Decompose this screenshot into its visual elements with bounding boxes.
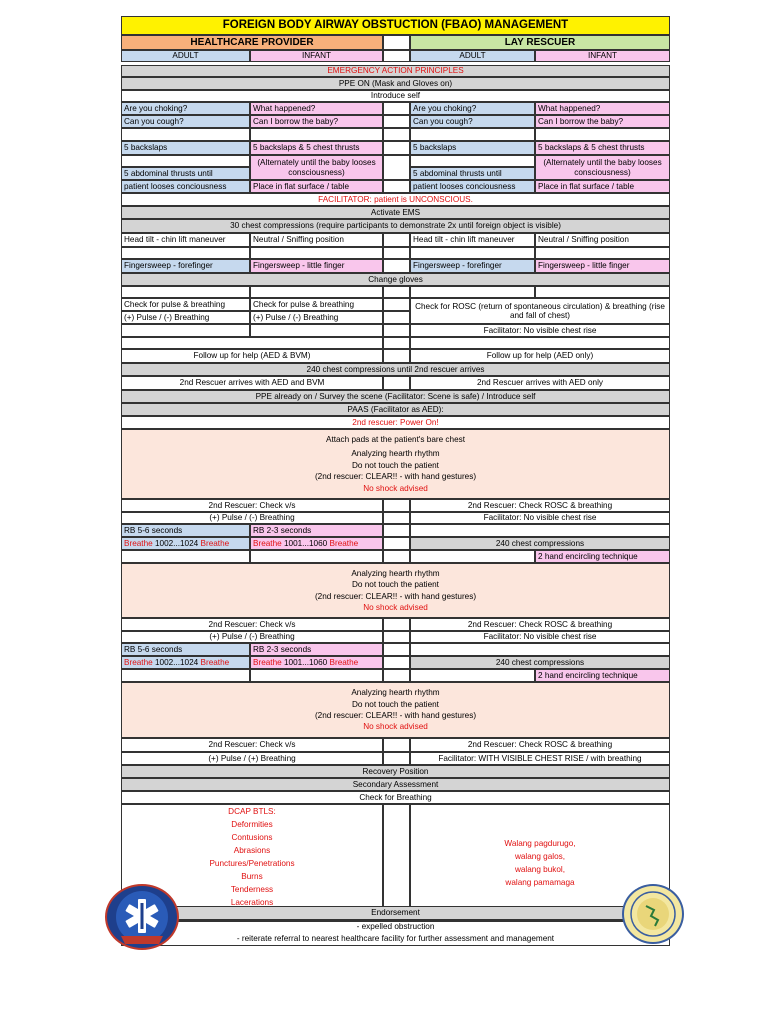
lr-adult-choking: Are you choking? — [410, 102, 535, 115]
empty-cell — [383, 35, 410, 50]
document-title: FOREIGN BODY AIRWAY OBSTUCTION (FBAO) MANAGEMENT — [121, 16, 670, 35]
analyzing-text: Analyzing hearth rhythm — [351, 688, 440, 698]
hp-arrives-aed-bvm: 2nd Rescuer arrives with AED and BVM — [121, 376, 383, 390]
analyzing-text: Analyzing hearth rhythm — [351, 568, 440, 578]
section-secondary-assessment: Secondary Assessment — [121, 778, 670, 791]
lr-check-rosc-3: 2nd Rescuer: Check ROSC & breathing — [410, 738, 670, 752]
header-lr-infant: INFANT — [535, 50, 670, 62]
do-not-touch-text: Do not touch the patient — [352, 580, 439, 590]
empty-cell — [383, 804, 410, 922]
hp-pulse-breathing-1: (+) Pulse / (-) Breathing — [121, 512, 383, 524]
analyzing-text: Analyzing hearth rhythm — [351, 449, 440, 459]
section-change-gloves: Change gloves — [121, 273, 670, 286]
hp-adult-check-pulse: Check for pulse & breathing — [121, 298, 250, 311]
dcap-item: Lacerations — [230, 897, 274, 907]
dcap-item: Burns — [241, 871, 263, 881]
lr-check-rosc: Check for ROSC (return of spontaneous circulation) & breathing (rise and fall of chest) — [410, 298, 670, 324]
attach-pads-text: Attach pads at the patient's bare chest — [325, 434, 466, 444]
dcap-item: Tenderness — [230, 884, 274, 894]
star-of-life-icon — [107, 886, 177, 948]
breathe-count: 1001...1060 — [283, 538, 328, 548]
clear-text: (2nd rescuer: CLEAR!! - with hand gestures) — [314, 711, 477, 720]
header-hp-infant: INFANT — [250, 50, 383, 62]
empty-cell — [410, 524, 670, 537]
hp-infant-pulse-breathing: (+) Pulse / (-) Breathing — [250, 311, 383, 324]
hp-adult-sweep: Fingersweep - forefinger — [121, 259, 250, 273]
empty-cell — [121, 128, 250, 141]
empty-cell — [250, 128, 383, 141]
empty-cell — [121, 337, 383, 349]
empty-cell — [383, 643, 410, 656]
hp-infant-what-happened: What happened? — [250, 102, 383, 115]
empty-cell — [410, 550, 535, 563]
header-lr-adult: ADULT — [410, 50, 535, 62]
no-shock-text: No shock advised — [363, 722, 428, 732]
empty-cell — [383, 499, 410, 512]
lr-infant-alternately: (Alternately until the baby looses consciousness) — [535, 155, 670, 180]
section-240-until-arrives: 240 chest compressions until 2nd rescuer arrives — [121, 363, 670, 376]
lr-adult-sweep: Fingersweep - forefinger — [410, 259, 535, 273]
empty-cell — [383, 550, 410, 563]
lr-check-rosc-2: 2nd Rescuer: Check ROSC & breathing — [410, 618, 670, 631]
lr-facilitator-no-rise-1: Facilitator: No visible chest rise — [410, 512, 670, 524]
header-hp-adult: ADULT — [121, 50, 250, 62]
empty-cell — [250, 247, 383, 259]
lr-240-compressions-2: 240 chest compressions — [410, 656, 670, 669]
hp-adult-pulse-breathing: (+) Pulse / (-) Breathing — [121, 311, 250, 324]
empty-cell — [383, 324, 410, 337]
empty-cell — [250, 286, 383, 298]
header-healthcare-provider: HEALTHCARE PROVIDER — [121, 35, 383, 50]
hp-adult-rb-2: RB 5-6 seconds — [121, 643, 250, 656]
empty-cell — [121, 155, 250, 167]
empty-cell — [383, 311, 410, 324]
empty-cell — [410, 286, 535, 298]
row-expelled: - expelled obstruction — [121, 920, 670, 933]
breathe-word: Breathe — [200, 657, 230, 667]
lr-facilitator-no-rise: Facilitator: No visible chest rise — [410, 324, 670, 337]
hp-check-vs-1: 2nd Rescuer: Check v/s — [121, 499, 383, 512]
empty-cell — [383, 349, 410, 363]
lr-check-rosc-1: 2nd Rescuer: Check ROSC & breathing — [410, 499, 670, 512]
empty-cell — [410, 643, 670, 656]
breathe-word: Breathe — [329, 538, 359, 548]
do-not-touch-text: Do not touch the patient — [352, 699, 439, 709]
hp-adult-breathe-2 — [121, 656, 250, 669]
hp-adult-backslaps: 5 backslaps — [121, 141, 250, 155]
section-endorsement: Endorsement — [121, 906, 670, 920]
lr-adult-loses: patient looses conciousness — [410, 180, 535, 193]
hp-infant-breathe-2 — [250, 656, 383, 669]
hp-infant-sweep: Fingersweep - little finger — [250, 259, 383, 273]
clear-text: (2nd rescuer: CLEAR!! - with hand gestures) — [314, 472, 477, 482]
breathe-count: 1001...1060 — [283, 657, 328, 667]
lr-240-compressions-1: 240 chest compressions — [410, 537, 670, 550]
lr-infant-backslaps-chest: 5 backslaps & 5 chest thrusts — [535, 141, 670, 155]
do-not-touch-text: Do not touch the patient — [352, 460, 439, 470]
hp-adult-abdominal: 5 abdominal thrusts until — [121, 167, 250, 180]
section-emergency-action-principles: EMERGENCY ACTION PRINCIPLES — [121, 65, 670, 77]
hp-infant-rb-1: RB 2-3 seconds — [250, 524, 383, 537]
hp-infant-flat: Place in flat surface / table — [250, 180, 383, 193]
hp-adult-head-tilt: Head tilt - chin lift maneuver — [121, 233, 250, 247]
hp-infant-check-pulse: Check for pulse & breathing — [250, 298, 383, 311]
breathe-word: Breathe — [124, 657, 153, 667]
breathe-word: Breathe — [200, 538, 230, 548]
walang-item: walang pamamaga — [505, 878, 575, 887]
empty-cell — [383, 337, 410, 349]
empty-cell — [383, 155, 410, 180]
empty-cell — [383, 537, 410, 550]
empty-cell — [535, 128, 670, 141]
section-activate-ems: Activate EMS — [121, 206, 670, 219]
lr-infant-sweep: Fingersweep - little finger — [535, 259, 670, 273]
empty-cell — [383, 738, 410, 752]
aed-block-2 — [121, 563, 670, 618]
empty-cell — [121, 550, 250, 563]
hp-pulse-breathing-2: (+) Pulse / (-) Breathing — [121, 631, 383, 643]
aed-block-1 — [121, 429, 670, 499]
breathe-word: Breathe — [329, 657, 359, 667]
dcap-heading: DCAP BTLS: — [228, 806, 276, 816]
hp-adult-cough: Can you cough? — [121, 115, 250, 128]
empty-cell — [383, 752, 410, 765]
empty-cell — [121, 286, 250, 298]
empty-cell — [121, 669, 250, 682]
row-check-breathing: Check for Breathing — [121, 791, 670, 804]
header-lay-rescuer: LAY RESCUER — [410, 35, 670, 50]
empty-cell — [383, 115, 410, 128]
lr-adult-head-tilt: Head tilt - chin lift maneuver — [410, 233, 535, 247]
empty-cell — [383, 50, 410, 62]
lr-adult-cough: Can you cough? — [410, 115, 535, 128]
empty-cell — [250, 324, 383, 337]
lr-adult-backslaps: 5 backslaps — [410, 141, 535, 155]
hp-adult-breathe-1 — [121, 537, 250, 550]
empty-cell — [383, 376, 410, 390]
empty-cell — [383, 656, 410, 669]
lr-infant-what-happened: What happened? — [535, 102, 670, 115]
walang-item: walang galos, — [514, 852, 566, 861]
lr-facilitator-no-rise-2: Facilitator: No visible chest rise — [410, 631, 670, 643]
empty-cell — [383, 180, 410, 193]
lr-arrives-aed: 2nd Rescuer arrives with AED only — [410, 376, 670, 390]
lr-infant-encircling-2: 2 hand encircling technique — [535, 669, 670, 682]
empty-cell — [383, 669, 410, 682]
hp-adult-choking: Are you choking? — [121, 102, 250, 115]
breathe-word: Breathe — [253, 538, 282, 548]
hp-check-vs-3: 2nd Rescuer: Check v/s — [121, 738, 383, 752]
empty-cell — [410, 669, 535, 682]
lr-facilitator-visible-rise: Facilitator: WITH VISIBLE CHEST RISE / with breathing — [410, 752, 670, 765]
no-shock-text: No shock advised — [363, 602, 428, 612]
empty-cell — [121, 247, 250, 259]
row-power-on: 2nd rescuer: Power On! — [121, 416, 670, 429]
breathe-word: Breathe — [253, 657, 282, 667]
clear-text: (2nd rescuer: CLEAR!! - with hand gestures) — [314, 591, 477, 601]
star-of-life-logo — [105, 884, 179, 950]
lr-infant-neutral: Neutral / Sniffing position — [535, 233, 670, 247]
empty-cell — [383, 298, 410, 311]
empty-cell — [383, 286, 410, 298]
hp-pulse-positive-breathing: (+) Pulse / (+) Breathing — [121, 752, 383, 765]
empty-cell — [383, 259, 410, 273]
hp-follow-up-aed-bvm: Follow up for help (AED & BVM) — [121, 349, 383, 363]
lr-infant-borrow: Can I borrow the baby? — [535, 115, 670, 128]
section-ppe-already: PPE already on / Survey the scene (Facilitator: Scene is safe) / Introduce self — [121, 390, 670, 403]
empty-cell — [535, 247, 670, 259]
lr-infant-encircling-1: 2 hand encircling technique — [535, 550, 670, 563]
empty-cell — [383, 618, 410, 631]
empty-cell — [410, 128, 535, 141]
no-shock-text: No shock advised — [363, 483, 428, 493]
hp-check-vs-2: 2nd Rescuer: Check v/s — [121, 618, 383, 631]
hp-adult-rb-1: RB 5-6 seconds — [121, 524, 250, 537]
seal-map-icon — [624, 886, 682, 942]
breathe-count: 1002...1024 — [154, 657, 199, 667]
empty-cell — [121, 324, 250, 337]
empty-cell — [410, 337, 670, 349]
empty-cell — [535, 286, 670, 298]
fbao-management-sheet — [121, 16, 670, 946]
section-ppe-on: PPE ON (Mask and Gloves on) — [121, 77, 670, 90]
row-introduce-self: Introduce self — [121, 90, 670, 102]
empty-cell — [383, 512, 410, 524]
walang-item: Walang pagdurugo, — [504, 839, 576, 848]
hp-infant-backslaps-chest: 5 backslaps & 5 chest thrusts — [250, 141, 383, 155]
lr-follow-up-aed: Follow up for help (AED only) — [410, 349, 670, 363]
lr-infant-flat: Place in flat surface / table — [535, 180, 670, 193]
breathe-count: 1002...1024 — [154, 538, 199, 548]
empty-cell — [410, 155, 535, 167]
lr-adult-abdominal: 5 abdominal thrusts until — [410, 167, 535, 180]
organization-seal — [622, 884, 684, 944]
dcap-item: Abrasions — [233, 845, 271, 855]
empty-cell — [383, 524, 410, 537]
aed-block-3 — [121, 682, 670, 738]
empty-cell — [383, 128, 410, 141]
empty-cell — [250, 550, 383, 563]
hp-infant-borrow: Can I borrow the baby? — [250, 115, 383, 128]
section-recovery-position: Recovery Position — [121, 765, 670, 778]
row-facilitator-unconscious: FACILITATOR: patient is UNCONSCIOUS. — [121, 193, 670, 206]
section-30-compressions: 30 chest compressions (require participants to demonstrate 2x until foreign object is visible) — [121, 219, 670, 233]
hp-infant-alternately: (Alternately until the baby looses consciousness) — [250, 155, 383, 180]
dcap-item: Contusions — [231, 832, 273, 842]
empty-cell — [383, 102, 410, 115]
empty-cell — [383, 233, 410, 247]
hp-adult-loses: patient looses conciousness — [121, 180, 250, 193]
walang-item: walang bukol, — [514, 865, 566, 874]
empty-cell — [250, 669, 383, 682]
hp-infant-neutral: Neutral / Sniffing position — [250, 233, 383, 247]
empty-cell — [383, 141, 410, 155]
section-paas: PAAS (Facilitator as AED): — [121, 403, 670, 416]
hp-infant-breathe-1 — [250, 537, 383, 550]
hp-infant-rb-2: RB 2-3 seconds — [250, 643, 383, 656]
dcap-item: Punctures/Penetrations — [209, 858, 295, 868]
dcap-item: Deformities — [231, 819, 273, 829]
empty-cell — [383, 247, 410, 259]
breathe-word: Breathe — [124, 538, 153, 548]
empty-cell — [383, 631, 410, 643]
empty-cell — [410, 247, 535, 259]
row-reiterate: - reiterate referral to nearest healthcare facility for further assessment and management — [121, 933, 670, 946]
